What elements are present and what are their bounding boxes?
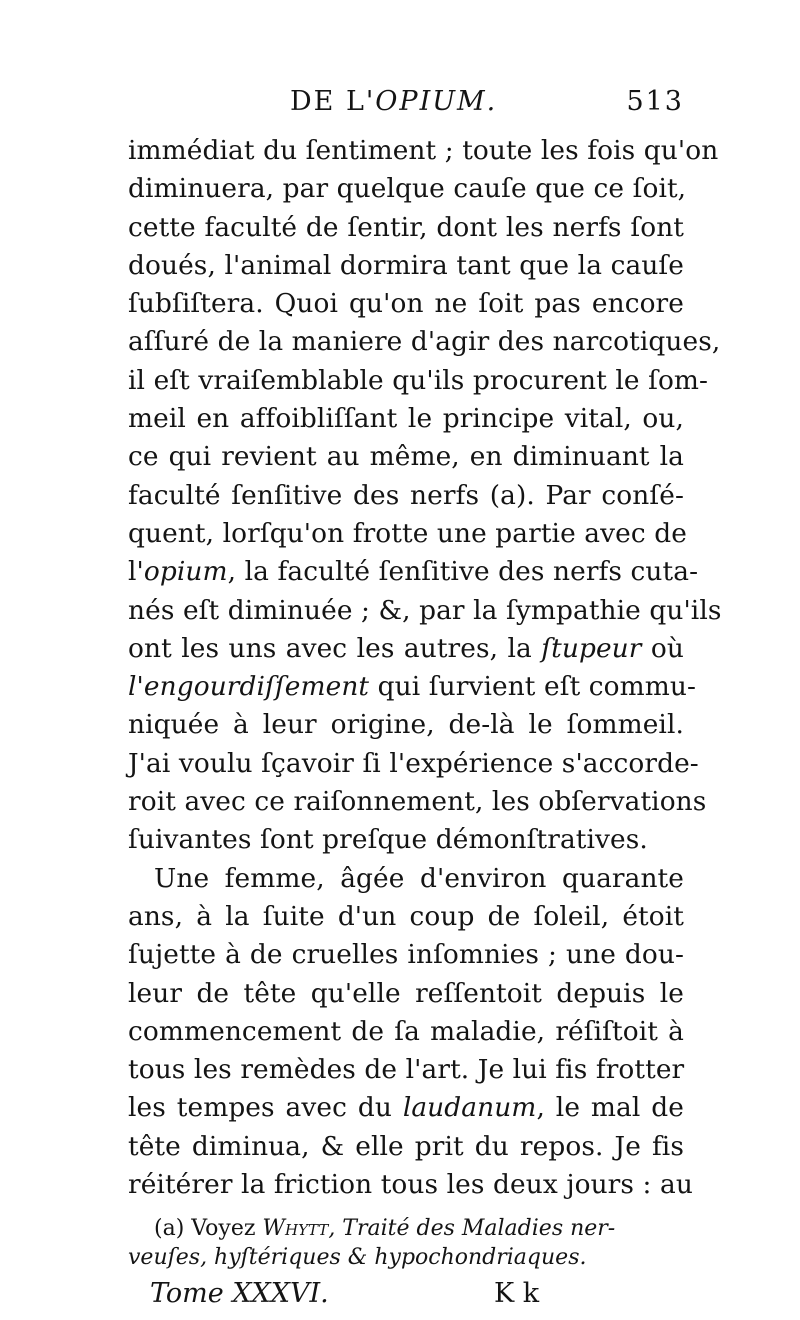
text-line: il eſt vraiſemblable qu'ils procurent le ſom-: [128, 364, 709, 396]
text-line: ce qui revient au même, en diminuant la: [128, 441, 684, 473]
footnote-marker: (a) Voyez: [154, 1216, 263, 1242]
footnote-line: [128, 1243, 684, 1272]
text-line-stupeur: [128, 630, 684, 668]
running-title-italic: OPIUM.: [375, 86, 498, 117]
text-line: tête diminua, & elle prit du repos. Je fis: [128, 1130, 684, 1162]
text-line: ſuivantes ſont preſque démonſtratives.: [128, 824, 648, 856]
text-line: nés eſt diminuée ; &, par la ſympathie qu'ils: [128, 594, 722, 626]
text-line: diminuera, par quelque cauſe que ce ſoit,: [128, 173, 687, 205]
italic-term-stupeur: ſtupeur: [541, 632, 642, 664]
text-line-opium: [128, 553, 699, 591]
footnote-author: Whytt: [262, 1216, 329, 1242]
text-segment: , le mal de: [536, 1092, 684, 1124]
text-line: leur de tête qu'elle reſſentoit depuis le: [128, 977, 684, 1009]
text-line: J'ai voulu ſçavoir ſi l'expérience s'accorde-: [128, 747, 699, 779]
footnote-title-cont: veuſes, hyſtériques & hypochondriaques.: [128, 1245, 587, 1271]
text-line: faculté ſenſitive des nerfs (a). Par conſé-: [128, 479, 684, 511]
footnote: [128, 1214, 684, 1272]
italic-term-opium: opium: [143, 556, 228, 588]
text-line: ſubſiſtera. Quoi qu'on ne ſoit pas encore: [128, 288, 684, 320]
running-title: [290, 86, 497, 117]
book-page: [128, 80, 722, 1316]
text-segment: les tempes avec du: [128, 1092, 403, 1124]
text-line: meil en affoibliſſant le principe vital, ou,: [128, 403, 684, 435]
text-segment: où: [641, 632, 684, 664]
running-header: [128, 80, 684, 132]
signature-mark: K k: [494, 1278, 540, 1310]
text-line: niquée à leur origine, de-là le ſommeil.: [128, 709, 684, 741]
text-line: commencement de ſa maladie, réſiſtoit à: [128, 1015, 684, 1047]
page-number: 513: [626, 86, 684, 117]
text-line: immédiat du ſentiment ; toute les fois qu'on: [128, 135, 719, 166]
text-line: aſſuré de la maniere d'agir des narcotiques,: [128, 326, 721, 358]
text-line: tous les remèdes de l'art. Je lui fis frotter: [128, 1054, 685, 1086]
text-segment: qui ſurvient eſt commu-: [369, 671, 696, 703]
text-line: roit avec ce raiſonnement, les obſervations: [128, 786, 707, 818]
text-line: Une femme, âgée d'environ quarante: [154, 862, 684, 894]
text-line: quent, lorſqu'on frotte une partie avec de: [128, 517, 687, 549]
running-title-prefix: DE L': [290, 86, 376, 117]
text-segment: l': [128, 556, 144, 588]
text-line: réitérer la friction tous les deux jours : au: [128, 1169, 693, 1201]
italic-term-laudanum: laudanum: [402, 1092, 537, 1124]
footnote-title: , Traité des Maladies ner-: [328, 1216, 616, 1242]
italic-term-engourdissement: l'engourdiſſement: [128, 671, 370, 703]
footnote-line: [128, 1214, 684, 1243]
volume-label: Tome XXXVI.: [150, 1278, 329, 1310]
text-segment: ont les uns avec les autres, la: [128, 632, 542, 664]
text-line: cette faculté de ſentir, dont les nerfs ſont: [128, 211, 684, 243]
text-line: ans, à la ſuite d'un coup de ſoleil, étoit: [128, 900, 684, 932]
text-line: doués, l'animal dormira tant que la cauſe: [128, 249, 684, 281]
main-text: [128, 132, 722, 1204]
text-segment: , la faculté ſenſitive des nerfs cuta-: [227, 556, 699, 588]
text-line-laudanum: [128, 1089, 684, 1127]
text-line: ſujette à de cruelles inſomnies ; une dou-: [128, 939, 684, 971]
text-line-engourdissement: [128, 668, 696, 706]
signature-line: [128, 1276, 684, 1316]
